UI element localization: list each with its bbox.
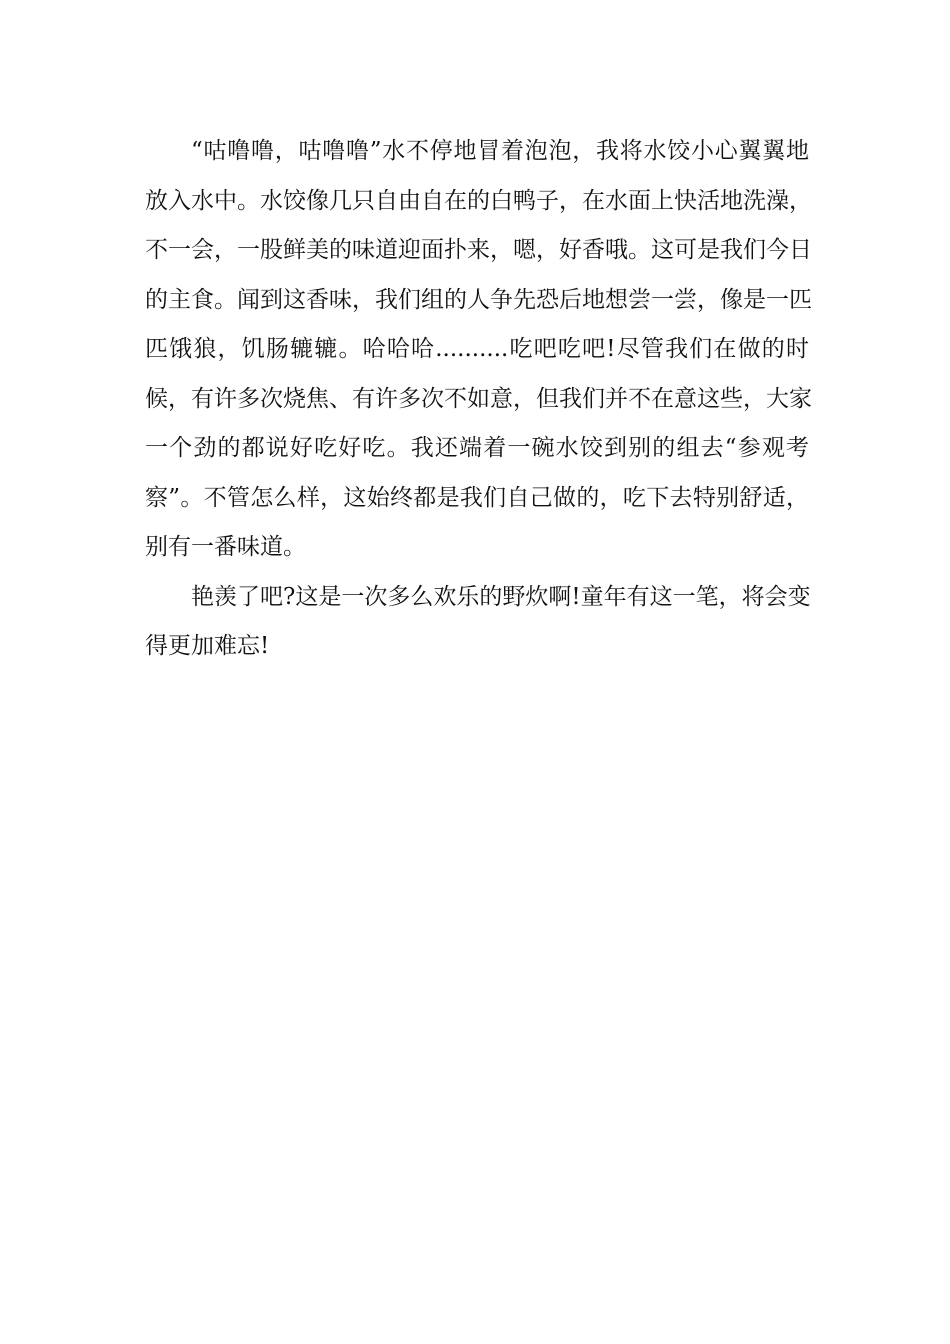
text-line: 不一会，一股鲜美的味道迎面扑来，嗯，好香哦。这可是我们今日: [145, 237, 812, 263]
text-line: 察”。不管怎么样，这始终都是我们自己做的，吃下去特别舒适，: [145, 484, 809, 511]
paragraph-2: [145, 573, 809, 672]
text-line: 艳羡了吧?这是一次多么欢乐的野炊啊!童年有这一笔，将会变: [191, 583, 811, 610]
text-line: 别有一番味道。: [145, 534, 306, 560]
text-line: 的主食。闻到这香味，我们组的人争先恐后地想尝一尝，像是一匹: [145, 286, 812, 313]
document-body: [145, 127, 812, 672]
text-line: 一个劲的都说好吃好吃。我还端着一碗水饺到别的组去“参观考: [145, 435, 809, 461]
paragraph-1: [145, 127, 812, 573]
text-line: 得更加难忘!: [145, 633, 270, 659]
text-line: 匹饿狼，饥肠辘辘。哈哈哈..........吃吧吃吧!尽管我们在做的时: [145, 336, 809, 362]
text-line: 放入水中。水饺像几只自由自在的白鸭子，在水面上快活地洗澡，: [145, 187, 812, 214]
text-line: 候，有许多次烧焦、有许多次不如意，但我们并不在意这些，大家: [145, 385, 812, 412]
text-line: “咕噜噜，咕噜噜”水不停地冒着泡泡，我将水饺小心翼翼地: [191, 138, 809, 164]
